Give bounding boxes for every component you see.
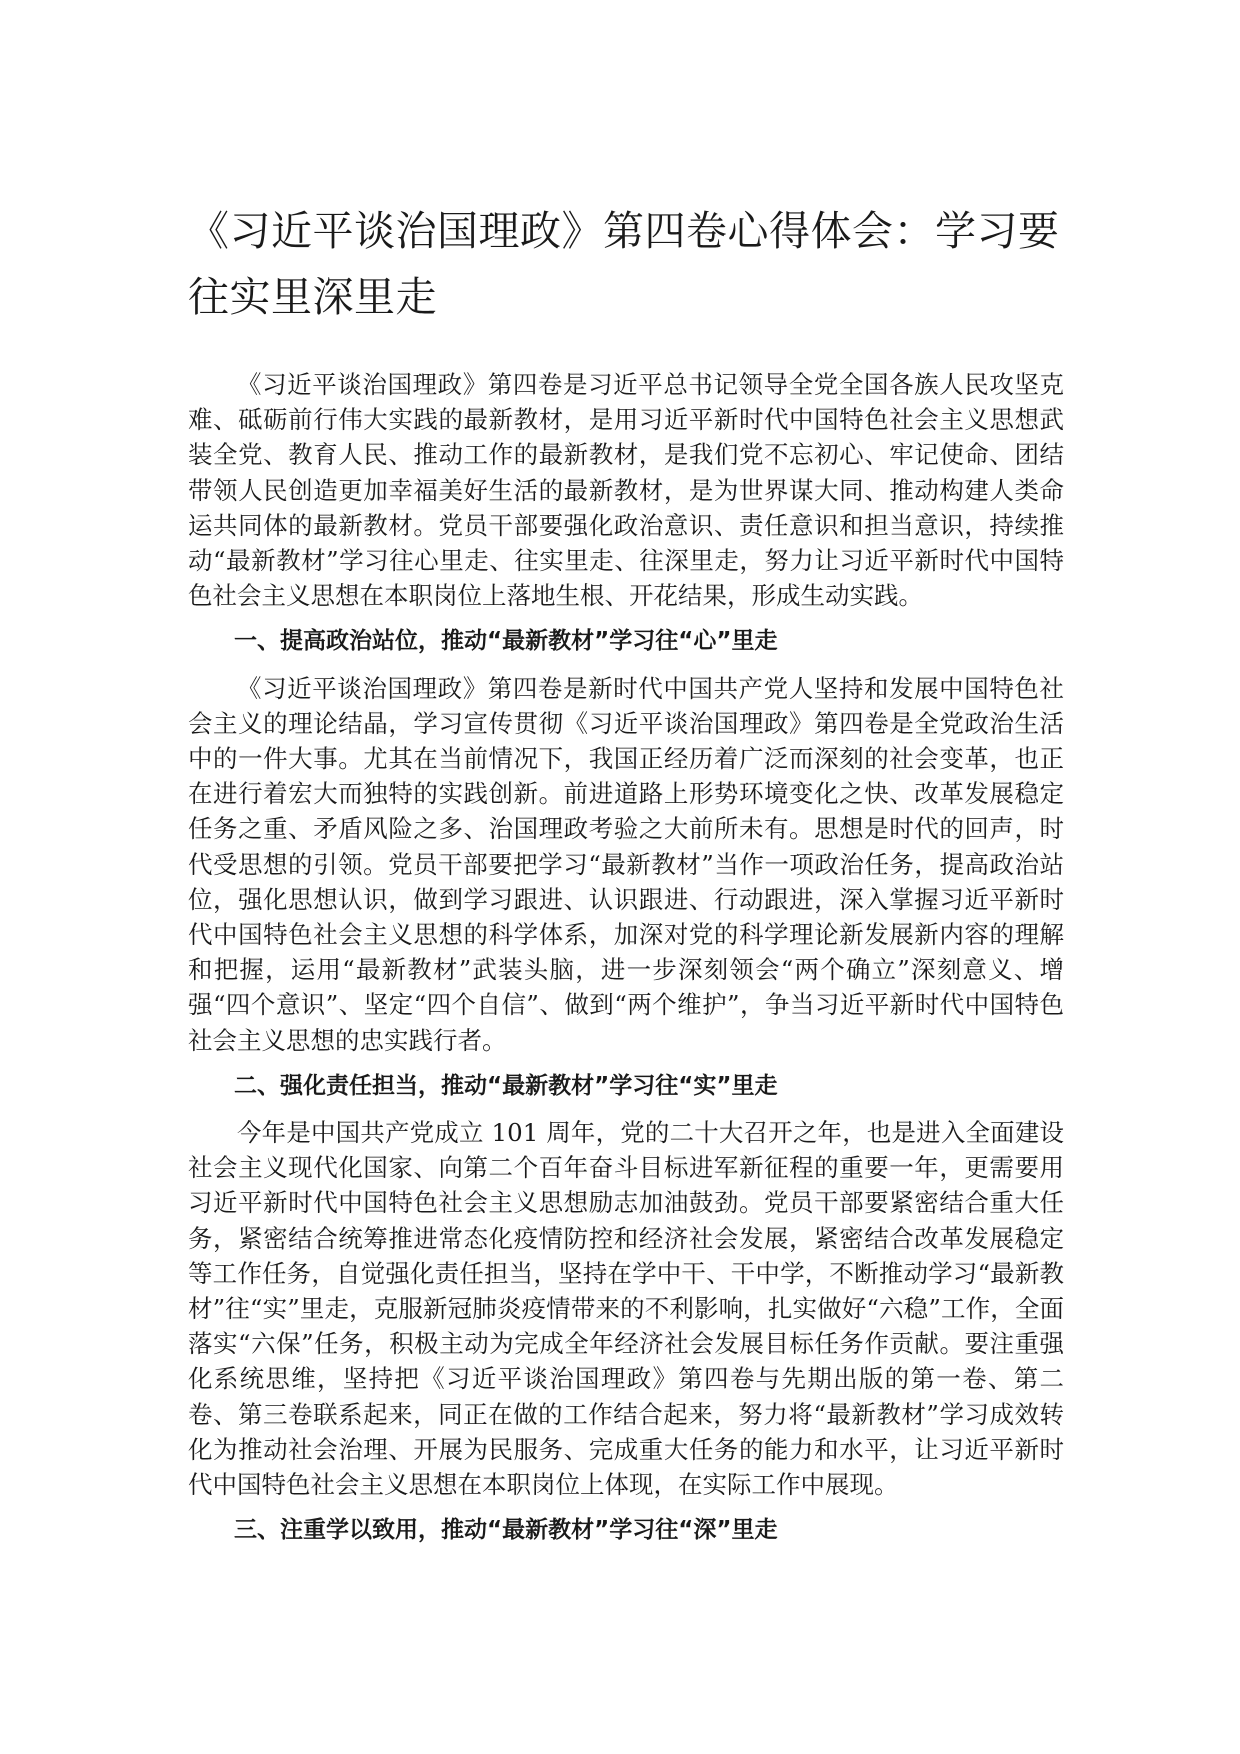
section-heading-2: 二、强化责任担当，推动“最新教材”学习往“实”里走 xyxy=(234,1072,778,1099)
section-heading-1: 一、提高政治站位，推动“最新教材”学习往“心”里走 xyxy=(234,628,778,655)
document-title: 《习近平谈治国理政》第四卷心得体会：学习要往实里深里走 xyxy=(188,207,1060,321)
section-paragraph-2: 今年是中国共产党成立 101 周年，党的二十大召开之年，也是进入全面建设社会主义现代化国家、向第二个百年奋斗目标进军新征程的重要一年，更需要用习近平新时代中国特色社会主义思想励志加油鼓劲。党员干部要紧密结合重大任务，紧密结合统筹推进常态化疫情防控和经济社会发展，紧密结合改革发展稳定等工作任务，自觉强化责任担当，坚持在学中干、干中学，不断推动学习“最新教材”往“实”里走，克服新冠肺炎疫情带来的不利影响，扎实做好“六稳”工作，全面落实“六保”任务，积极主动为完成全年经济社会发展目标任务作贡献。要注重强化系统思维，坚持把《习近平谈治国理政》第四卷与先期出版的第一卷、第二卷、第三卷联系起来，同正在做的工作结合起来，努力将“最新教材”学习成效转化为推动社会治理、开展为民服务、完成重大任务的能力和水平，让习近平新时代中国特色社会主义思想在本职岗位上体现，在实际工作中展现。 xyxy=(188,1118,1064,1500)
section-heading-3: 三、注重学以致用，推动“最新教材”学习往“深”里走 xyxy=(234,1517,778,1544)
section-paragraph-1: 《习近平谈治国理政》第四卷是新时代中国共产党人坚持和发展中国特色社会主义的理论结晶，学习宣传贯彻《习近平谈治国理政》第四卷是全党政治生活中的一件大事。尤其在当前情况下，我国正经历着广泛而深刻的社会变革，也正在进行着宏大而独特的实践创新。前进道路上形势环境变化之快、改革发展稳定任务之重、矛盾风险之多、治国理政考验之大前所未有。思想是时代的回声，时代受思想的引领。党员干部要把学习“最新教材”当作一项政治任务，提高政治站位，强化思想认识，做到学习跟进、认识跟进、行动跟进，深入掌握习近平新时代中国特色社会主义思想的科学体系，加深对党的科学理论新发展新内容的理解和把握，运用“最新教材”武装头脑，进一步深刻领会“两个确立”深刻意义、增强“四个意识”、坚定“四个自信”、做到“两个维护”，争当习近平新时代中国特色社会主义思想的忠实践行者。 xyxy=(188,673,1064,1055)
intro-paragraph: 《习近平谈治国理政》第四卷是习近平总书记领导全党全国各族人民攻坚克难、砥砺前行伟大实践的最新教材，是用习近平新时代中国特色社会主义思想武装全党、教育人民、推动工作的最新教材，是我们党不忘初心、牢记使命、团结带领人民创造更加幸福美好生活的最新教材，是为世界谋大同、推动构建人类命运共同体的最新教材。党员干部要强化政治意识、责任意识和担当意识，持续推动“最新教材”学习往心里走、往实里走、往深里走，努力让习近平新时代中国特色社会主义思想在本职岗位上落地生根、开花结果，形成生动实践。 xyxy=(188,370,1064,611)
document-body xyxy=(188,367,1064,1560)
